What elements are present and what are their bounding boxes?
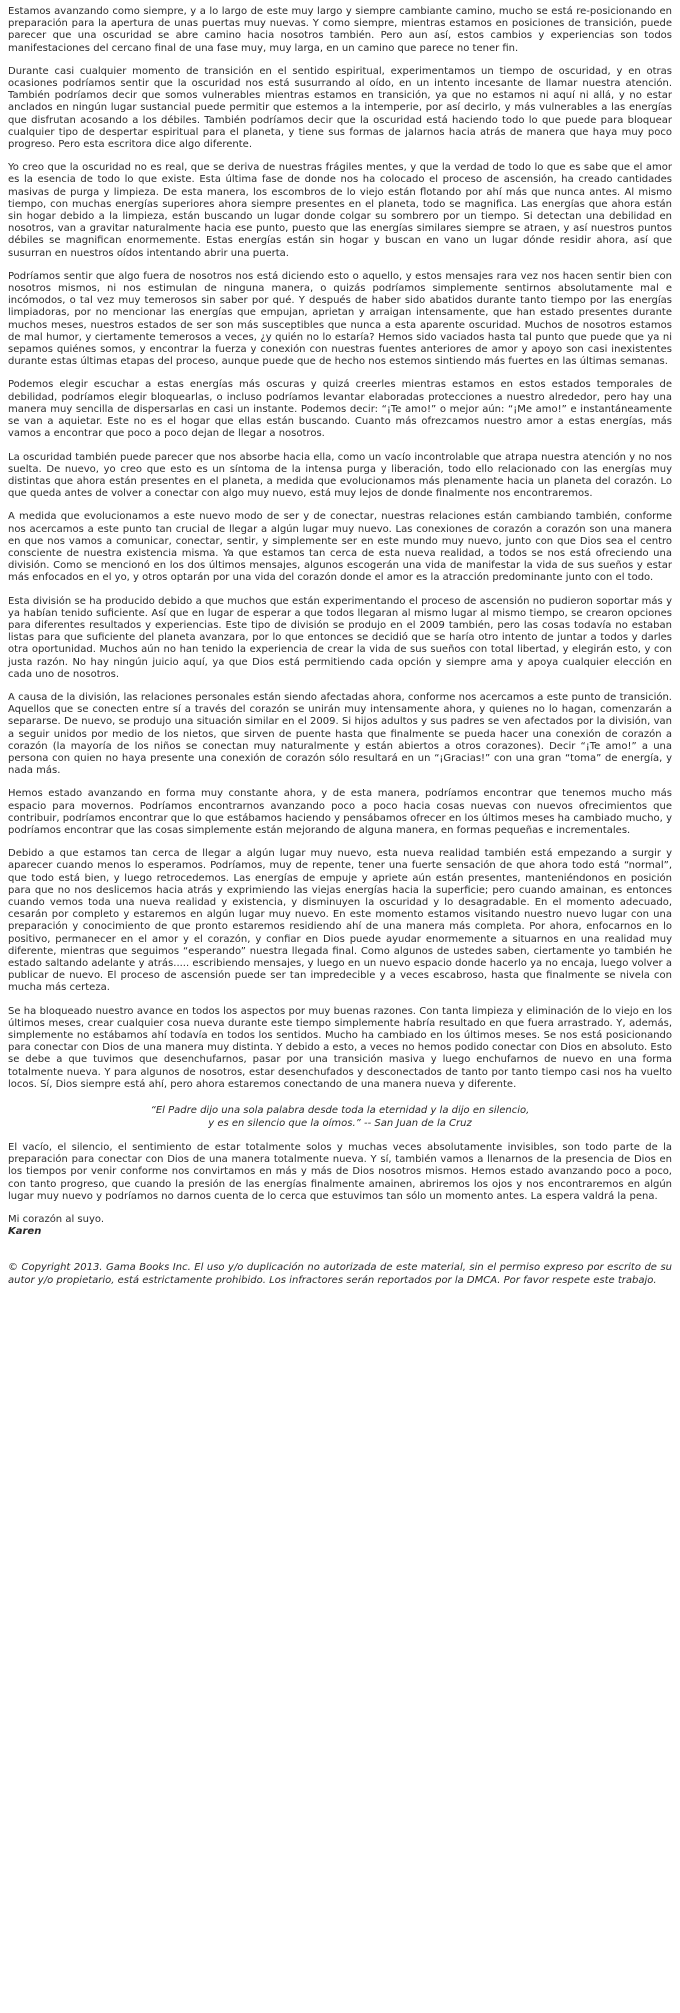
paragraph-5: Podemos elegir escuchar a estas energías más oscuras y quizá creerles mientras estamos en estos estados temporales de debilidad, podríamos elegir bloquearlas, o incluso podríamos levantar elaboradas protecciones a nuestro alrededor, pero hay una manera muy sencilla de dispersarlas en casi un instante. Podemos decir: “¡Te amo!” o mejor aún: “¡Me amo!” e instantáneamente se van a aquietar. Este no es el hogar que ellas están buscando. Cuanto más ofrezcamos nuestro amor a estas energías, más vamos a encontrar que poco a poco dejan de llegar a nosotros. bbox=[8, 379, 672, 440]
paragraph-7: A medida que evolucionamos a este nuevo modo de ser y de conectar, nuestras relaciones están cambiando también, conforme nos acercamos a este punto tan crucial de llegar a algún lugar muy nuevo. Las conexiones de corazón a corazón son una manera en que nos vamos a comunicar, conectar, sentir, y simplemente ser en este mundo muy nuevo, junto con que Dios sea el centro consciente de nuestra existencia misma. Ya que estamos tan cerca de esta nueva realidad, a todos se nos está ofreciendo una división. Como se mencionó en los dos últimos mensajes, algunos escogerán una vida de manifestar la vida de sus sueños y estar más enfocados en el yo, y otros optarán por una vida del corazón donde el amor es la atracción predominante junto con el todo. bbox=[8, 511, 672, 584]
author-name: Karen bbox=[8, 1226, 42, 1238]
closing-paragraph: El vacío, el silencio, el sentimiento de estar totalmente solos y muchas veces absolutamente invisibles, son todo parte de la preparación para conectar con Dios de una manera totalmente nueva. Y sí, también vamos a llenarnos de la presencia de Dios en los tiempos por venir conforme nos convirtamos en más y más de Dios nosotros mismos. Hemos estado avanzando poco a poco, con tanto progreso, que cuando la presión de las energías finalmente amainen, abriremos los ojos y nos encontraremos en algún lugar muy nuevo y podríamos no darnos cuenta de lo cerca que estuvimos tan sólo un momento antes. La espera valdrá la pena. bbox=[8, 1142, 672, 1202]
paragraph-6: La oscuridad también puede parecer que nos absorbe hacia ella, como un vacío incontrolable que atrapa nuestra atención y no nos suelta. De nuevo, yo creo que esto es un síntoma de la intensa purga y liberación, todo ello relacionado con las energías muy distintas que ahora están presentes en el planeta, a medida que evolucionamos más plenamente hacia un planeta del corazón. Lo que queda antes de volver a conectar con algo muy nuevo, está muy lejos de donde finalmente nos encontraremos. bbox=[8, 451, 672, 500]
paragraph-10: Hemos estado avanzando en forma muy constante ahora, y de esta manera, podríamos encontrar que tenemos mucho más espacio para movernos. Podríamos encontrarnos avanzando poco a poco hacia cosas nuevas con nuevos ofrecimientos que contribuir, podríamos encontrar que lo que estábamos haciendo y pensábamos ofrecer en los últimos meses ha cambiado mucho, y podríamos encontrar que las cosas simplemente están mejorando de alguna manera, en formas pequeñas e incrementales. bbox=[8, 788, 672, 836]
paragraph-4: Podríamos sentir que algo fuera de nosotros nos está diciendo esto o aquello, y estos mensajes rara vez nos hacen sentir bien con nosotros mismos, ni nos estimulan de ninguna manera, o quizás podríamos simplemente sentirnos absolutamente mal e incómodos, o tal vez muy temerosos sin saber por qué. Y después de haber sido abatidos durante tanto tiempo por las energías limpiadoras, por no mencionar las energías que empujan, aprietan y arraigan intensamente, que han estado presentes durante muchos meses, nuestros estados de ser son más susceptibles que nunca a esta aparente oscuridad. Muchos de nosotros estamos de mal humor, y ciertamente temerosos a veces, ¿y quién no lo estaría? Hemos sido vaciados hasta tal punto que puede que ya ni sepamos quiénes somos, y encontrar la fuerza y conexión con nuestras fuentes anteriores de amor y apoyo son casi inexistentes durante estas últimas etapas del proceso, aunque puede que de hecho nos estemos sintiendo más fuertes en las últimas semanas. bbox=[8, 270, 672, 368]
signoff-line: Mi corazón al suyo. bbox=[8, 1214, 104, 1226]
copyright-notice: © Copyright 2013. Gama Books Inc. El uso y/o duplicación no autorizada de este material, sin el permiso expreso por escrito de su autor y/o propietario, está estrictamente prohibido. Los infractores serán reportados por la DMCA. Por favor respete este trabajo. bbox=[8, 1262, 672, 1286]
paragraph-1: Estamos avanzando como siempre, y a lo largo de este muy largo y siempre cambiante camino, mucho se está re-posicionando en preparación para la apertura de unas puertas muy nuevas. Y como siempre, mientras estamos en posiciones de transición, puede parecer que una oscuridad se abre camino hacia nosotros también. Pero aun así, estos cambios y experiencias son todos manifestaciones del cercano final de una fase muy, muy larga, en un camino que parece no tener fin. bbox=[8, 6, 672, 54]
paragraph-2: Durante casi cualquier momento de transición en el sentido espiritual, experimentamos un tiempo de oscuridad, y en otras ocasiones podríamos sentir que la oscuridad nos está susurrando al oído, en un intento incesante de llamar nuestra atención. También podríamos decir que somos vulnerables mientras estamos en transición, ya que no estamos ni aquí ni allá, y no estar anclados en ningún lugar sustancial puede permitir que estemos a la intemperie, por así decirlo, y más vulnerables a las energías que disfrutan acosando a los débiles. También podríamos decir que la oscuridad está haciendo todo lo que puede para bloquear cualquier tipo de despertar espiritual para el planeta, y tiene sus formas de jalarnos hacia atrás de manera que haya muy poco progreso. Pero esta escritora dice algo diferente. bbox=[8, 65, 672, 151]
paragraph-9: A causa de la división, las relaciones personales están siendo afectadas ahora, conforme nos acercamos a este punto de transición. Aquellos que se conecten entre sí a través del corazón se unirán muy intensamente ahora, y quienes no lo hagan, comenzarán a separarse. De nuevo, se produjo una situación similar en el 2009. Si hijos adultos y sus padres se ven afectados por la división, van a seguir unidos por medio de los nietos, que sirven de puente hasta que finalmente se pueda hacer una conexión de corazón a corazón (la mayoría de los niños se conectan muy naturalmente y están abiertos a otros corazones). Decir “¡Te amo!” a una persona con quien no haya presente una conexión de corazón sólo resultará en un “¡Gracias!” con una gran “toma” de energía, y nada más. bbox=[8, 691, 672, 777]
quote-line-2: y es en silencio que la oímos.” -- San Juan de la Cruz bbox=[208, 1118, 472, 1130]
paragraph-12: Se ha bloqueado nuestro avance en todos los aspectos por muy buenas razones. Con tanta limpieza y eliminación de lo viejo en los últimos meses, crear cualquier cosa nueva durante este tiempo simplemente habría resultado en que fuera arrastrado. Y, además, simplemente no estábamos ahí todavía en todos los sentidos. Mucho ha cambiado en los últimos meses. Se nos está posicionando para conectar con Dios de una manera muy distinta. Y debido a esto, a veces no hemos podido conectar con Dios en absoluto. Esto se debe a que tuvimos que desenchufarnos, pasar por una transición masiva y luego enchufarnos de nuevo en una forma totalmente nueva. Y para algunos de nosotros, estar desenchufados y desconectados de tanto por tanto tiempo casi nos ha vuelto locos. Sí, Dios siempre está ahí, pero ahora estaremos conectando de una manera nueva y diferente. bbox=[8, 1005, 672, 1090]
paragraph-11: Debido a que estamos tan cerca de llegar a algún lugar muy nuevo, esta nueva realidad también está empezando a surgir y aparecer cuando menos lo esperamos. Podríamos, muy de repente, tener una fuerte sensación de que ahora todo está “normal”, que todo está bien, y luego retrocedemos. Las energías de empuje y apriete aún están presentes, manteniéndonos en posición para que no nos deslicemos hacia atrás y exprimiendo las viejas energías hacia la superficie; pero cuando amainan, es entonces cuando vemos toda una nueva realidad y existencia, y disminuyen la oscuridad y lo desagradable. En el momento adecuado, cesarán por completo y estaremos en algún lugar muy nuevo. En este momento estamos visitando nuestro nuevo lugar con una preparación y conocimiento de que pronto estaremos residiendo ahí de una manera más completa. Por ahora, enfocarnos en lo positivo, permanecer en el amor y el corazón, y confiar en Dios puede ayudar enormemente a situarnos en una realidad muy diferente, mientras que seguimos “esperando” nuestra llegada final. Como algunos de ustedes saben, ciertamente yo también he estado saltando adelante y atrás..... escribiendo mensajes, y luego en un nuevo espacio donde hacerlo ya no encaja, luego volver a publicar de nuevo. El proceso de ascensión puede ser tan impredecible y a veces escabroso, hasta que finalmente se nivela con mucha más certeza. bbox=[8, 848, 672, 994]
paragraph-3: Yo creo que la oscuridad no es real, que se deriva de nuestras frágiles mentes, y que la verdad de todo lo que es sabe que el amor es la esencia de todo lo que existe. Esta última fase de donde nos ha colocado el proceso de ascensión, ha creado cantidades masivas de purga y limpieza. De esta manera, los escombros de lo viejo están flotando por ahí más que nunca antes. Al mismo tiempo, con muchas energías superiores ahora siempre presentes en el planeta, todo se magnifica. Las energías que ahora están sin hogar debido a la limpieza, están buscando un lugar donde colgar su sombrero por un tiempo. Si detectan una debilidad en nosotros, van a gravitar naturalmente hacia ese punto, puesto que las energías similares siempre se atraen, y así nuestros puntos débiles se magnifican enormemente. Estas energías están sin hogar y buscan en vano un lugar dónde residir ahora, así que susurran en nuestros oídos intentando abrir una puerta. bbox=[8, 162, 672, 259]
quote-block bbox=[8, 1104, 672, 1130]
paragraph-8: Esta división se ha producido debido a que muchos que están experimentando el proceso de ascensión no pudieron soportar más y ya habían tenido suficiente. Así que en lugar de esperar a que todos llegaran al mismo lugar al mismo tiempo, se crearon opciones para diferentes resultados y experiencias. Este tipo de división se produjo en el 2009 también, pero las cosas todavía no estaban listas para que suficiente del planeta avanzara, por lo que entonces se decidió que se haría otro intento de juntar a todos y darles otra oportunidad. Muchos aún no han tenido la experiencia de crear la vida de sus sueños con total libertad, y elegirán esto, y con justa razón. No hay ningún juicio aquí, ya que Dios está permitiendo cada opción y siempre ama y apoya cualquier elección en cada uno de nosotros. bbox=[8, 595, 672, 680]
signoff bbox=[8, 1214, 672, 1238]
quote-line-1: “El Padre dijo una sola palabra desde toda la eternidad y la dijo en silencio, bbox=[150, 1105, 530, 1117]
